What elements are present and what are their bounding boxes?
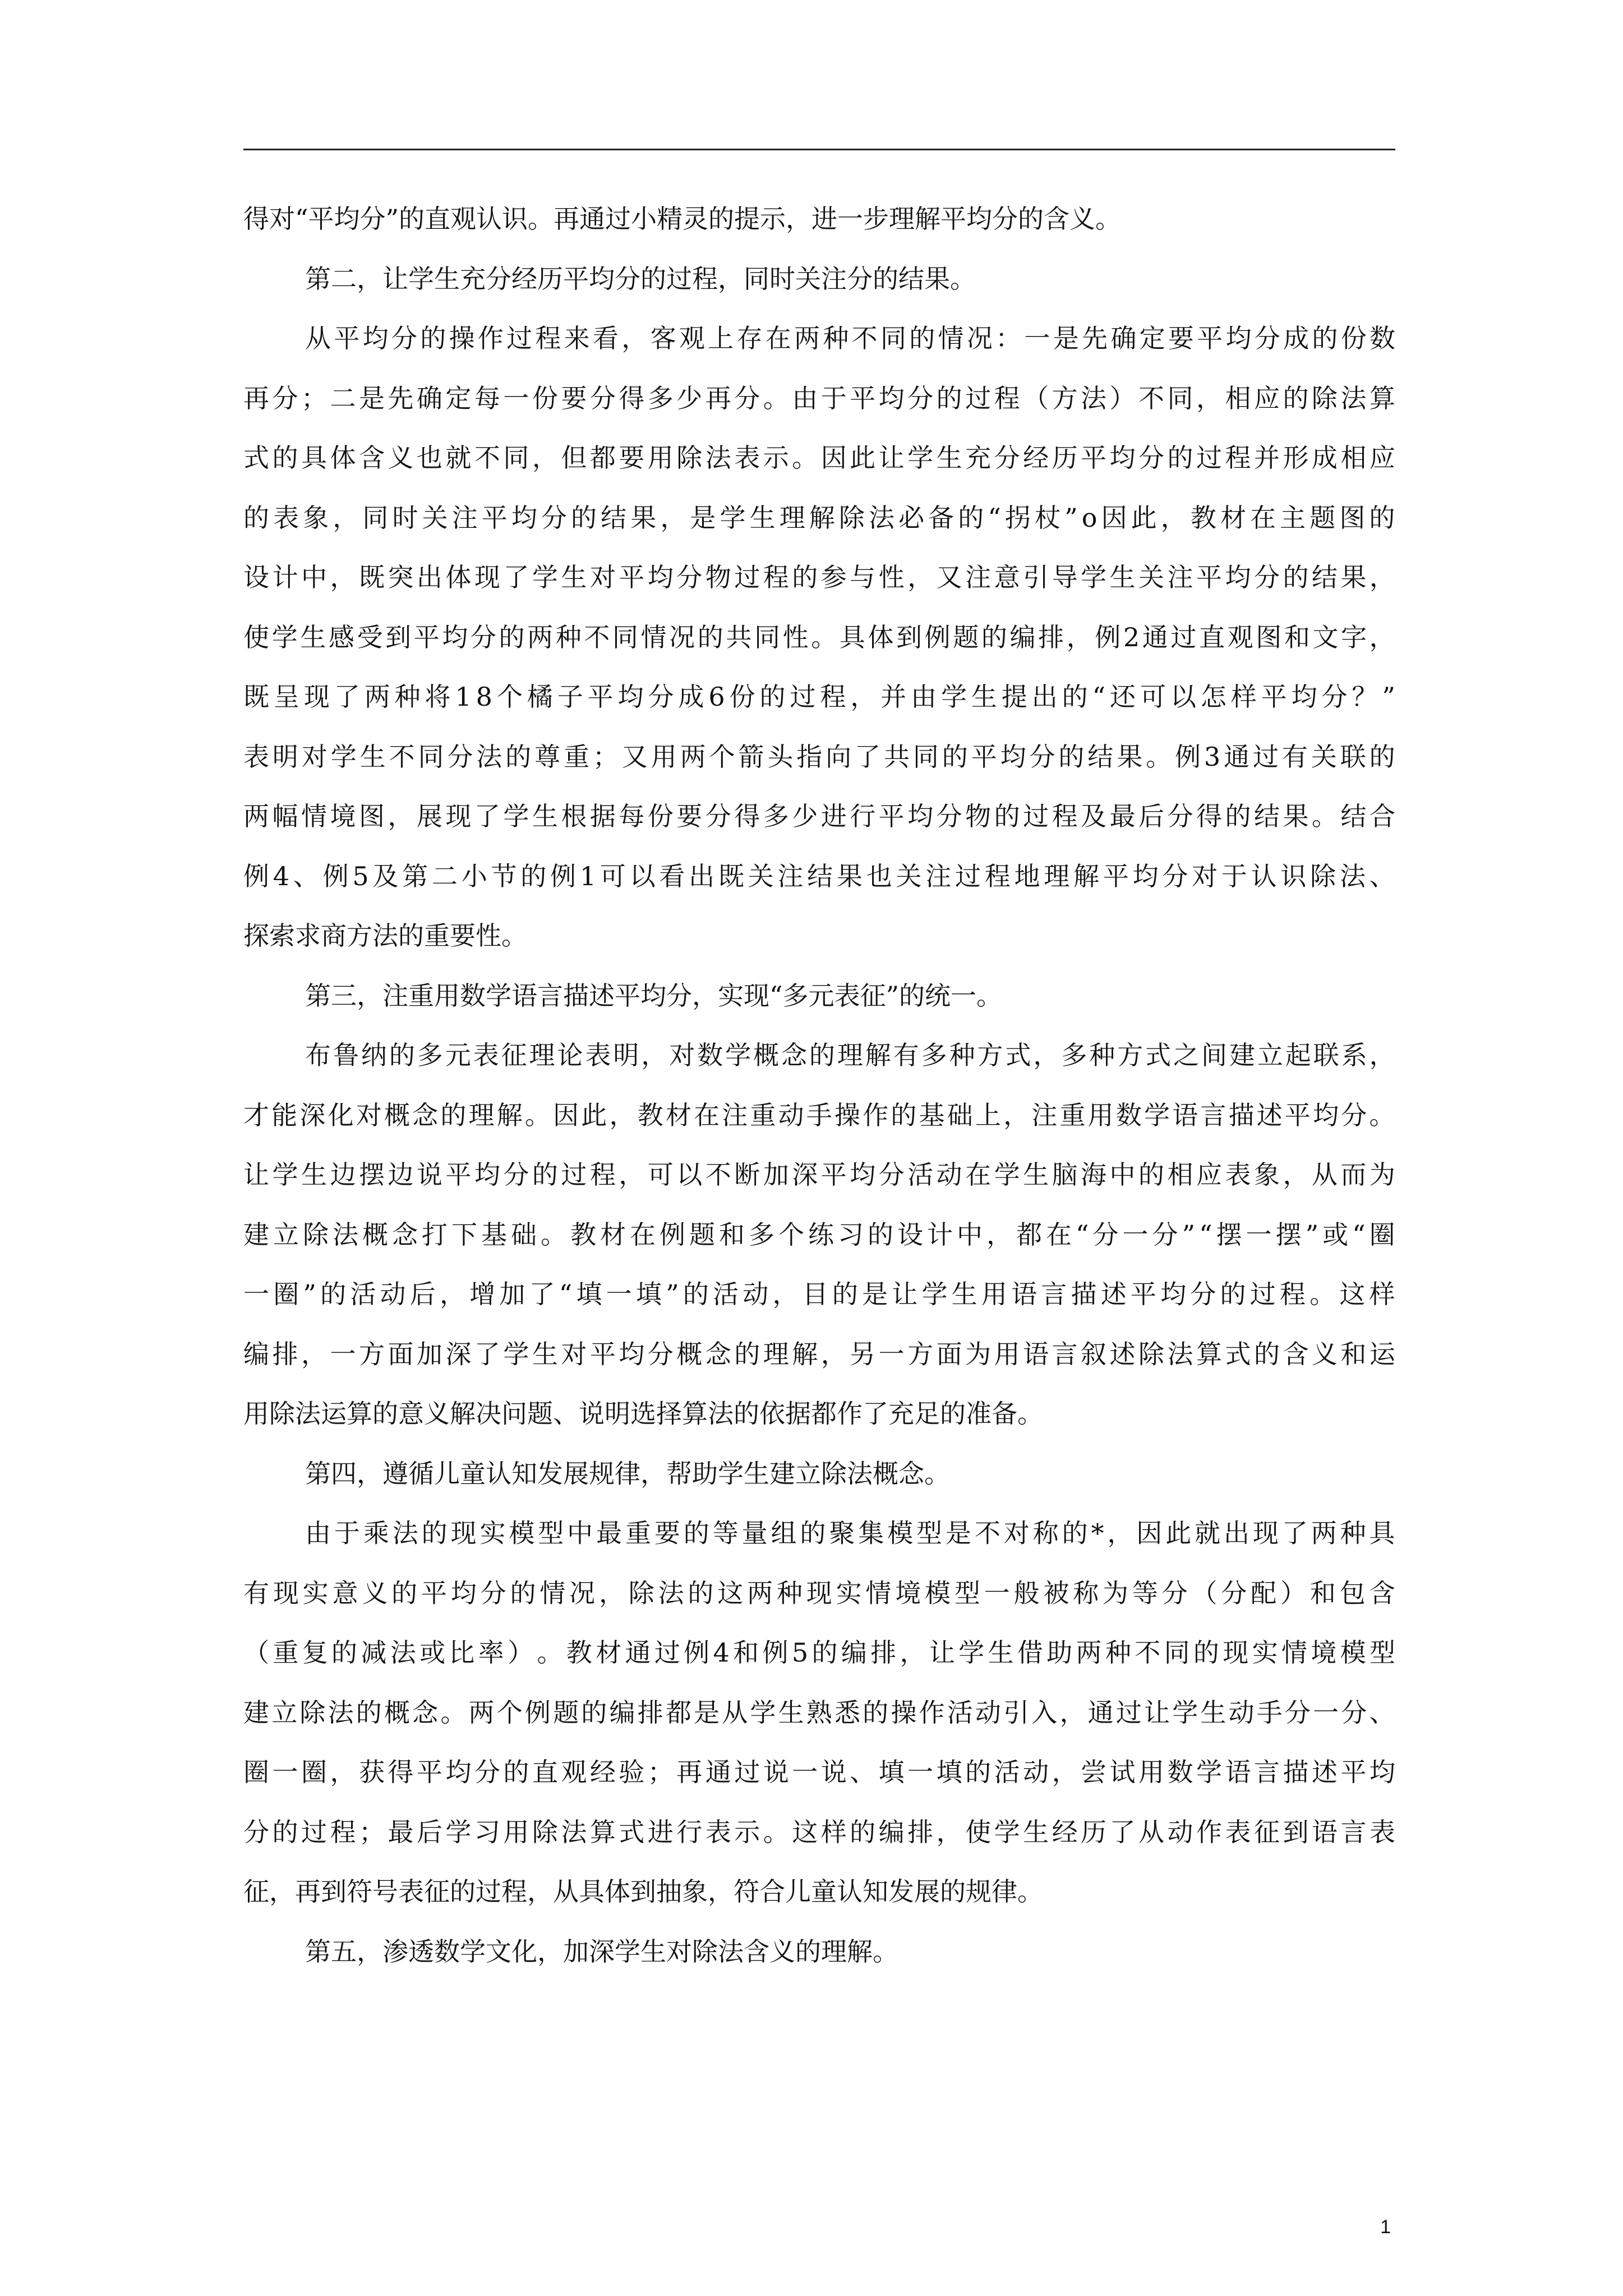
text-line: 才 能 深 化 对 概 念 的 理 解 。 因 此 ， 教 材 在 注 重 动 手 操 作 的 基 础 上 ， 注 重 用 数 学 语 言 描 述 平 均 分 。 xyxy=(243,1100,1395,1130)
text-line: 有 现 实 意 义 的 平 均 分 的 情 况 ， 除 法 的 这 两 种 现 实 情 境 模 型 一 般 被 称 为 等 分 （ 分 配 ） 和 包 含 xyxy=(243,1578,1395,1608)
text-line: 第二，让学生充分经历平均分的过程，同时关注分的结果。 xyxy=(305,264,976,294)
text-line: 分 的 过 程 ； 最 后 学 习 用 除 法 算 式 进 行 表 示 。 这 样 的 编 排 ， 使 学 生 经 历 了 从 动 作 表 征 到 语 言 表 xyxy=(243,1817,1395,1847)
text-line: 例 4 、 例 5 及 第 二 小 节 的 例 1 可 以 看 出 既 关 注 结 果 也 关 注 过 程 地 理 解 平 均 分 对 于 认 识 除 法 、 xyxy=(243,861,1395,891)
text-line: 一 圈 ” 的 活 动 后 ， 增 加 了 “ 填 一 填 ” 的 活 动 ， 目 的 是 让 学 生 用 语 言 描 述 平 均 分 的 过 程 。 这 样 xyxy=(243,1279,1395,1309)
text-line: （ 重 复 的 减 法 或 比 率 ） 。 教 材 通 过 例 4 和 例 5 的 编 排 ， 让 学 生 借 助 两 种 不 同 的 现 实 情 境 模 型 xyxy=(243,1637,1395,1668)
text-line: 得对“平均分”的直观认识。再通过小精灵的提示，进一步理解平均分的含义。 xyxy=(243,204,1122,234)
text-line: 的 表 象 ， 同 时 关 注 平 均 分 的 结 果 ， 是 学 生 理 解 除 法 必 备 的 “ 拐 杖 ” o 因 此 ， 教 材 在 主 题 图 的 xyxy=(243,503,1395,533)
text-line: 式 的 具 体 含 义 也 就 不 同 ， 但 都 要 用 除 法 表 示 。 因 此 让 学 生 充 分 经 历 平 均 分 的 过 程 并 形 成 相 应 xyxy=(243,443,1395,473)
text-line: 既 呈 现 了 两 种 将 1 8 个 橘 子 平 均 分 成 6 份 的 过 程 ， 并 由 学 生 提 出 的 “ 还 可 以 怎 样 平 均 分 ？ ” xyxy=(243,682,1395,712)
text-line: 用除法运算的意义解决问题、说明选择算法的依据都作了充足的准备。 xyxy=(243,1398,1043,1429)
text-line: 征，再到符号表征的过程，从具体到抽象，符合儿童认知发展的规律。 xyxy=(243,1876,1043,1907)
text-line: 建 立 除 法 概 念 打 下 基 础 。 教 材 在 例 题 和 多 个 练 习 的 设 计 中 ， 都 在 “ 分 一 分 ” “ 摆 一 摆 ” 或 “ 圈 xyxy=(243,1220,1395,1250)
text-line: 第三，注重用数学语言描述平均分，实现“多元表征”的统一。 xyxy=(305,981,1003,1011)
text-line: 再 分 ； 二 是 先 确 定 每 一 份 要 分 得 多 少 再 分 。 由 于 平 均 分 的 过 程 （ 方 法 ） 不 同 ， 相 应 的 除 法 算 xyxy=(243,383,1395,413)
text-line: 表 明 对 学 生 不 同 分 法 的 尊 重 ； 又 用 两 个 箭 头 指 向 了 共 同 的 平 均 分 的 结 果 。 例 3 通 过 有 关 联 的 xyxy=(243,742,1395,772)
text-line: 设 计 中 ， 既 突 出 体 现 了 学 生 对 平 均 分 物 过 程 的 参 与 性 ， 又 注 意 引 导 学 生 关 注 平 均 分 的 结 果 ， xyxy=(243,562,1395,592)
text-line: 让 学 生 边 摆 边 说 平 均 分 的 过 程 ， 可 以 不 断 加 深 平 均 分 活 动 在 学 生 脑 海 中 的 相 应 表 象 ， 从 而 为 xyxy=(243,1159,1395,1190)
text-line: 第四，遵循儿童认知发展规律，帮助学生建立除法概念。 xyxy=(305,1458,950,1489)
text-line: 布 鲁 纳 的 多 元 表 征 理 论 表 明 ， 对 数 学 概 念 的 理 解 有 多 种 方 式 ， 多 种 方 式 之 间 建 立 起 联 系 ， xyxy=(305,1040,1395,1070)
page-number: 1 xyxy=(1380,2216,1391,2238)
text-line: 使 学 生 感 受 到 平 均 分 的 两 种 不 同 情 况 的 共 同 性 。 具 体 到 例 题 的 编 排 ， 例 2 通 过 直 观 图 和 文 字 ， xyxy=(243,622,1395,652)
text-line: 由 于 乘 法 的 现 实 模 型 中 最 重 要 的 等 量 组 的 聚 集 模 型 是 不 对 称 的 * ， 因 此 就 出 现 了 两 种 具 xyxy=(305,1518,1395,1548)
text-line: 圈 一 圈 ， 获 得 平 均 分 的 直 观 经 验 ； 再 通 过 说 一 说 、 填 一 填 的 活 动 ， 尝 试 用 数 学 语 言 描 述 平 均 xyxy=(243,1757,1395,1787)
text-line: 两 幅 情 境 图 ， 展 现 了 学 生 根 据 每 份 要 分 得 多 少 进 行 平 均 分 物 的 过 程 及 最 后 分 得 的 结 果 。 结 合 xyxy=(243,801,1395,831)
header-rule xyxy=(243,149,1395,150)
text-line: 编 排 ， 一 方 面 加 深 了 学 生 对 平 均 分 概 念 的 理 解 ， 另 一 方 面 为 用 语 言 叙 述 除 法 算 式 的 含 义 和 运 xyxy=(243,1339,1395,1369)
text-line: 建 立 除 法 的 概 念 。 两 个 例 题 的 编 排 都 是 从 学 生 熟 悉 的 操 作 活 动 引 入 ， 通 过 让 学 生 动 手 分 一 分 、 xyxy=(243,1697,1395,1728)
text-line: 从 平 均 分 的 操 作 过 程 来 看 ， 客 观 上 存 在 两 种 不 同 的 情 况 ： 一 是 先 确 定 要 平 均 分 成 的 份 数 xyxy=(305,323,1395,353)
text-line: 第五，渗透数学文化，加深学生对除法含义的理解。 xyxy=(305,1936,898,1967)
text-line: 探索求商方法的重要性。 xyxy=(243,921,527,951)
